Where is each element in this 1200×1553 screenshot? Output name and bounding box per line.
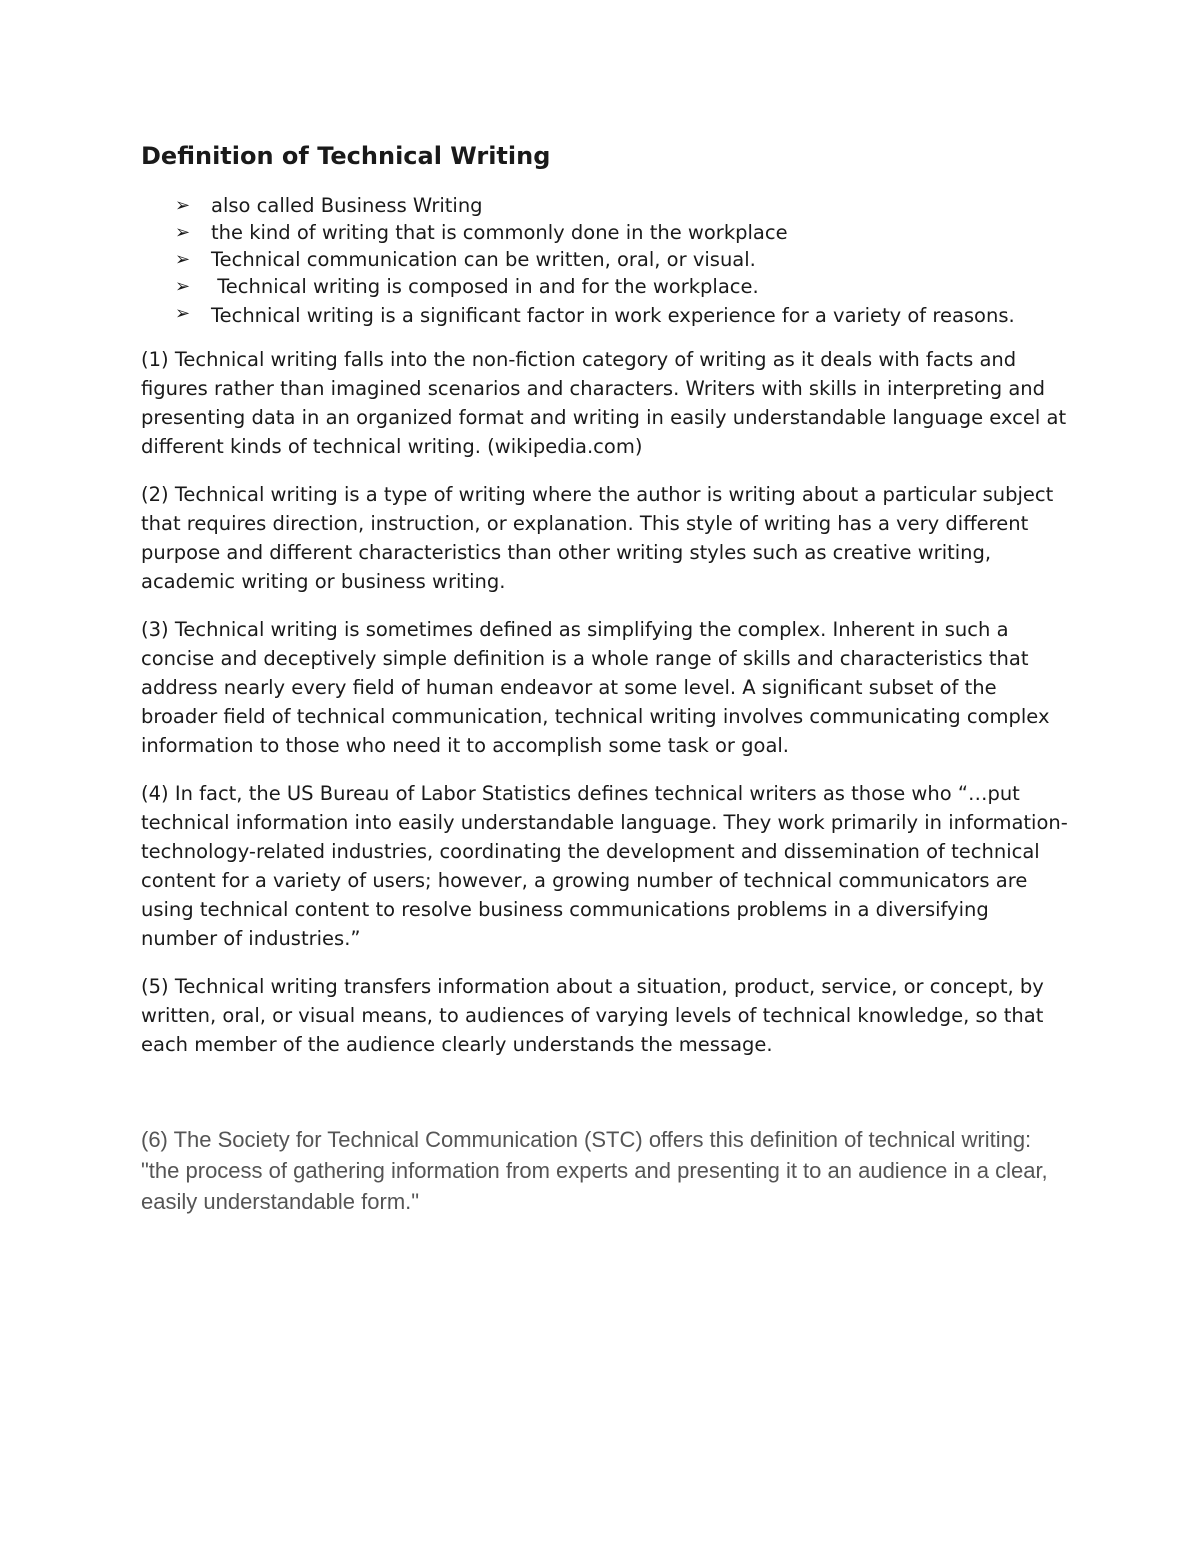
- arrow-bullet-icon: ➢: [175, 222, 191, 243]
- document-title: Definition of Technical Writing: [141, 142, 551, 170]
- paragraph-4: (4) In fact, the US Bureau of Labor Statistics defines technical writers as those who “…put technical information into easily understandable language. They work primarily in information-technology-related industries, coordinating the development and dissemination of technical content for a variety of users; however, a growing number of technical communicators are using technical content to resolve business communications problems in a diversifying number of industries.”: [141, 782, 1068, 950]
- bullet-text: also called Business Writing: [211, 194, 483, 217]
- document-page: [141, 138, 1071, 1236]
- paragraph-1: (1) Technical writing falls into the non-fiction category of writing as it deals with facts and figures rather than imagined scenarios and characters. Writers with skills in interpreting and presenting data in an organized format and writing in easily understandable language excel at different kinds of technical writing. (wikipedia.com): [141, 348, 1067, 458]
- list-item: [141, 219, 1071, 246]
- bullet-text: Technical writing is a significant factor in work experience for a variety of reasons.: [211, 304, 1015, 327]
- list-item: [141, 246, 1071, 273]
- list-item: [141, 300, 1071, 331]
- bullet-text: the kind of writing that is commonly done in the workplace: [211, 221, 788, 244]
- paragraph-3: (3) Technical writing is sometimes defined as simplifying the complex. Inherent in such a concise and deceptively simple definition is a whole range of skills and characteristics that address nearly every field of human endeavor at some level. A significant subset of the broader field of technical communication, technical writing involves communicating complex information to those who need it to accomplish some task or goal.: [141, 618, 1050, 757]
- bullet-text: Technical writing is composed in and for the workplace.: [211, 275, 759, 298]
- list-item: [141, 192, 1071, 219]
- arrow-bullet-icon: ➢: [175, 195, 191, 216]
- paragraph-6-stc-definition: (6) The Society for Technical Communication (STC) offers this definition of technical writing: "the process of gathering information from experts and presenting it to an audience in a clear, easily understandable form.": [141, 1127, 1048, 1214]
- list-item: [141, 273, 1071, 300]
- bullet-text: Technical communication can be written, oral, or visual.: [211, 248, 756, 271]
- arrow-bullet-icon: ➢: [175, 249, 191, 270]
- arrow-bullet-icon: ➢: [175, 276, 191, 297]
- paragraph-2: (2) Technical writing is a type of writing where the author is writing about a particular subject that requires direction, instruction, or explanation. This style of writing has a very different purpose and different characteristics than other writing styles such as creative writing, academic writing or business writing.: [141, 483, 1054, 593]
- paragraph-5: (5) Technical writing transfers information about a situation, product, service, or concept, by written, oral, or visual means, to audiences of varying levels of technical knowledge, so that each member of the audience clearly understands the message.: [141, 975, 1044, 1056]
- arrow-bullet-icon: ➢: [175, 303, 191, 324]
- bullet-list: [141, 192, 1071, 331]
